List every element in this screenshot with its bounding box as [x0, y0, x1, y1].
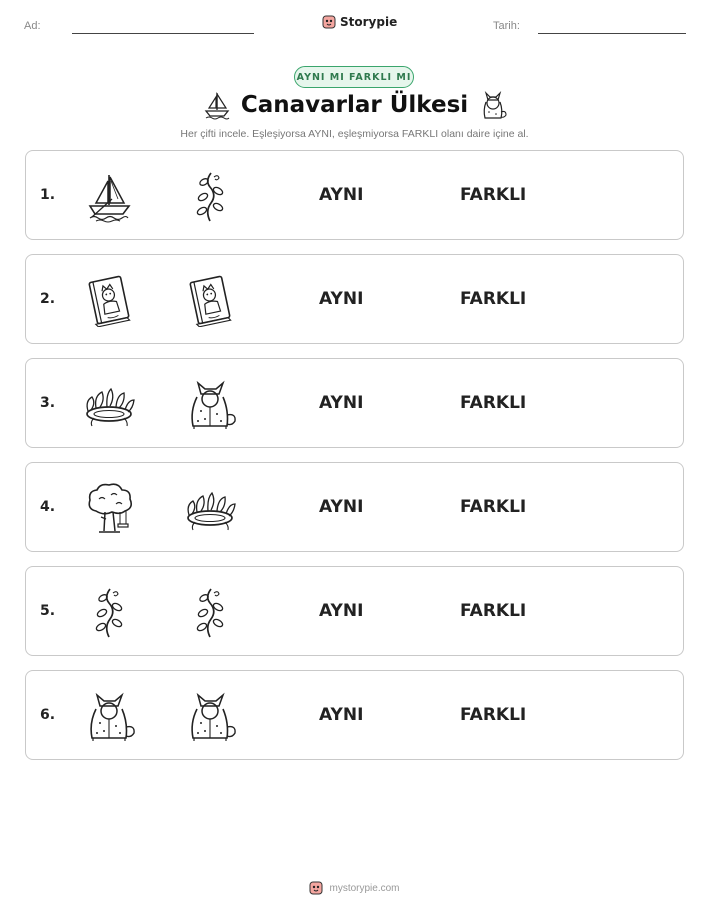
option-different[interactable]: FARKLI: [460, 185, 527, 205]
footer: [0, 880, 709, 896]
date-line[interactable]: [538, 33, 686, 34]
option-same[interactable]: AYNI: [319, 393, 364, 413]
storypie-mascot-icon: [309, 880, 323, 896]
vine-icon: [183, 169, 237, 223]
name-label: Ad:: [24, 20, 41, 32]
footer-url: mystorypie.com: [329, 882, 400, 894]
option-same[interactable]: AYNI: [319, 289, 364, 309]
date-label: Tarih:: [493, 20, 520, 32]
wolf-costume-icon: [183, 689, 237, 743]
exercise-row: [25, 670, 684, 760]
exercise-row: [25, 358, 684, 448]
option-different[interactable]: FARKLI: [460, 393, 527, 413]
monster-book-icon: [183, 273, 237, 327]
row-number: 2.: [40, 291, 56, 307]
exercise-row: [25, 254, 684, 344]
exercise-row: [25, 150, 684, 240]
storypie-mascot-icon: [322, 14, 336, 30]
option-different[interactable]: FARKLI: [460, 289, 527, 309]
option-different[interactable]: FARKLI: [460, 705, 527, 725]
page-title: Canavarlar Ülkesi: [240, 92, 469, 118]
tree-swing-icon: [82, 481, 136, 535]
row-number: 5.: [40, 603, 56, 619]
vine-icon: [82, 585, 136, 639]
sailboat-icon: [82, 169, 136, 223]
option-same[interactable]: AYNI: [319, 601, 364, 621]
row-number: 1.: [40, 187, 56, 203]
wolf-costume-icon: [82, 689, 136, 743]
option-different[interactable]: FARKLI: [460, 601, 527, 621]
monster-book-icon: [82, 273, 136, 327]
option-same[interactable]: AYNI: [319, 185, 364, 205]
option-same[interactable]: AYNI: [319, 705, 364, 725]
exercise-row: [25, 462, 684, 552]
brand-logo: [322, 14, 397, 30]
row-number: 4.: [40, 499, 56, 515]
wolf-costume-icon: [478, 88, 508, 120]
vine-icon: [183, 585, 237, 639]
activity-badge: AYNI MI FARKLI MI: [294, 66, 414, 88]
name-line[interactable]: [72, 33, 254, 34]
option-different[interactable]: FARKLI: [460, 497, 527, 517]
leaf-crown-icon: [82, 377, 136, 431]
option-same[interactable]: AYNI: [319, 497, 364, 517]
row-number: 3.: [40, 395, 56, 411]
wolf-costume-icon: [183, 377, 237, 431]
leaf-crown-icon: [183, 481, 237, 535]
exercise-row: [25, 566, 684, 656]
row-number: 6.: [40, 707, 56, 723]
brand-name: Storypie: [340, 15, 398, 29]
instructions: Her çifti incele. Eşleşiyorsa AYNI, eşleşmiyorsa FARKLI olanı daire içine al.: [180, 128, 529, 140]
